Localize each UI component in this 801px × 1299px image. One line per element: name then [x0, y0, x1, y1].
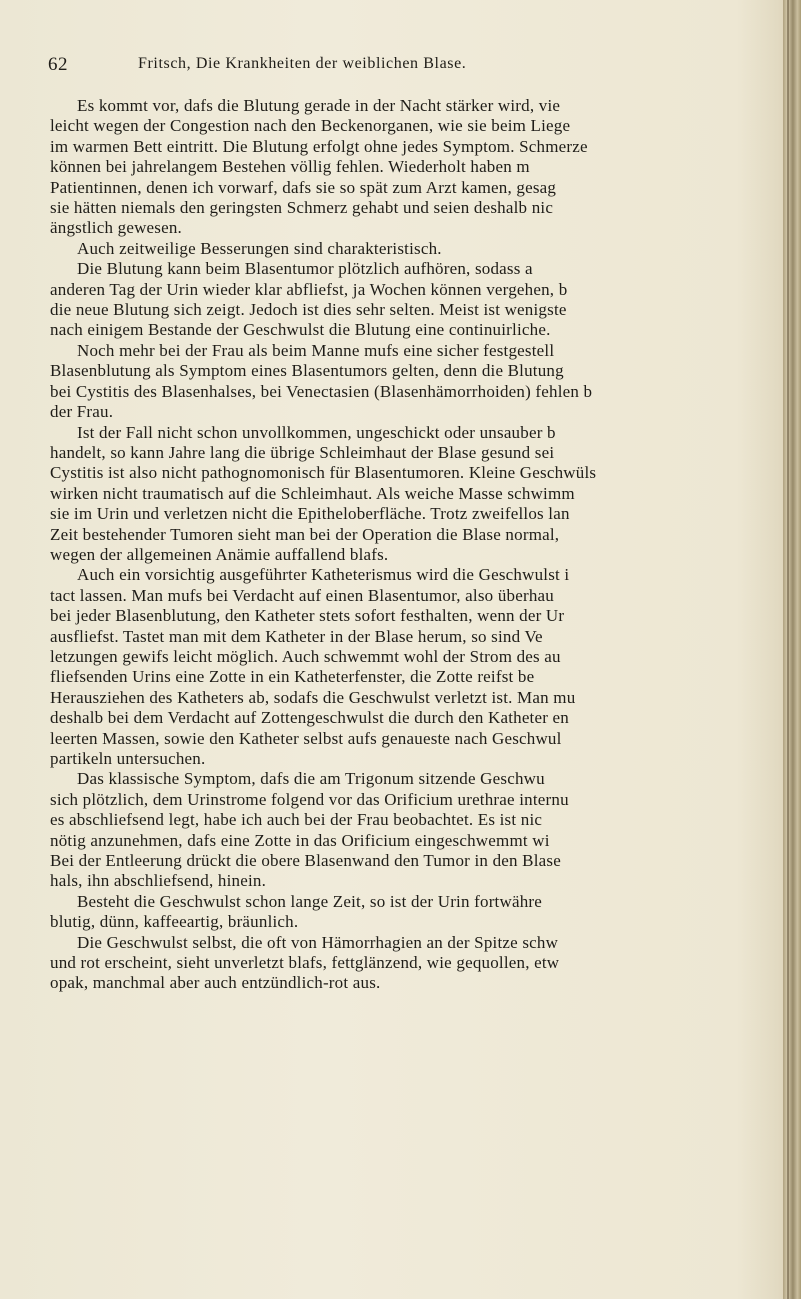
text-line: Herausziehen des Katheters ab, sodafs die Geschwulst verletzt ist. Man mu: [50, 687, 576, 707]
text-line: Bei der Entleerung drückt die obere Blasenwand den Tumor in den Blase: [50, 851, 561, 871]
text-line: leicht wegen der Congestion nach den Beckenorganen, wie sie beim Liege: [50, 116, 571, 136]
text-line: Ist der Fall nicht schon unvollkommen, ungeschickt oder unsauber b: [77, 422, 556, 442]
text-line: Die Blutung kann beim Blasentumor plötzlich aufhören, sodass a: [77, 259, 533, 279]
text-line: sie im Urin und verletzen nicht die Epitheloberfläche. Trotz zweifellos lan: [50, 504, 570, 524]
text-line: Auch ein vorsichtig ausgeführter Katheterismus wird die Geschwulst i: [77, 565, 570, 585]
text-line: ängstlich gewesen.: [50, 218, 183, 238]
book-gutter: [783, 0, 801, 1299]
text-line: im warmen Bett eintritt. Die Blutung erfolgt ohne jedes Symptom. Schmerze: [50, 136, 588, 156]
text-line: Patientinnen, denen ich vorwarf, dafs sie so spät zum Arzt kamen, gesag: [50, 177, 557, 197]
text-line: sie hätten niemals den geringsten Schmerz gehabt und seien deshalb nic: [50, 198, 554, 218]
text-line: wirken nicht traumatisch auf die Schleimhaut. Als weiche Masse schwimm: [50, 483, 575, 503]
text-line: Besteht die Geschwulst schon lange Zeit, so ist der Urin fortwähre: [77, 891, 543, 911]
text-line: es abschliefsend legt, habe ich auch bei der Frau beobachtet. Es ist nic: [50, 810, 543, 830]
running-head: Fritsch, Die Krankheiten der weiblichen Blase.: [138, 55, 467, 72]
text-line: nach einigem Bestande der Geschwulst die Blutung eine continuirliche.: [50, 320, 551, 340]
text-line: der Frau.: [50, 402, 114, 422]
text-line: bei jeder Blasenblutung, den Katheter stets sofort festhalten, wenn der Ur: [50, 606, 565, 626]
text-line: wegen der allgemeinen Anämie auffallend blafs.: [50, 544, 389, 564]
text-line: Cystitis ist also nicht pathognomonisch für Blasentumoren. Kleine Geschwüls: [50, 463, 597, 483]
text-line: bei Cystitis des Blasenhalses, bei Venectasien (Blasenhämorrhoiden) fehlen b: [50, 381, 593, 401]
text-line: anderen Tag der Urin wieder klar abfliefst, ja Wochen können vergehen, b: [50, 279, 568, 299]
text-line: können bei jahrelangem Bestehen völlig fehlen. Wiederholt haben m: [50, 157, 530, 177]
text-line: fliefsenden Urins eine Zotte in ein Katheterfenster, die Zotte reifst be: [50, 667, 535, 687]
text-line: Auch zeitweilige Besserungen sind charakteristisch.: [77, 238, 442, 258]
text-line: partikeln untersuchen.: [50, 749, 206, 768]
text-line: tact lassen. Man mufs bei Verdacht auf einen Blasentumor, also überhau: [50, 585, 554, 605]
text-line: nötig anzunehmen, dafs eine Zotte in das Orificium eingeschwemmt wi: [50, 830, 550, 850]
text-line: und rot erscheint, sieht unverletzt blafs, fettglänzend, wie gequollen, etw: [50, 953, 560, 973]
page-number: 62: [48, 54, 68, 75]
text-line: Es kommt vor, dafs die Blutung gerade in der Nacht stärker wird, vie: [77, 96, 561, 115]
body-text: [50, 96, 770, 1196]
page-header: [48, 54, 760, 78]
text-line: handelt, so kann Jahre lang die übrige Schleimhaut der Blase gesund sei: [50, 442, 555, 462]
text-line: letzungen gewifs leicht möglich. Auch schwemmt wohl der Strom des au: [50, 646, 561, 666]
text-line: deshalb bei dem Verdacht auf Zottengeschwulst die durch den Katheter en: [50, 708, 569, 728]
text-line: Das klassische Symptom, dafs die am Trigonum sitzende Geschwu: [77, 769, 545, 789]
text-line: Die Geschwulst selbst, die oft von Hämorrhagien an der Spitze schw: [77, 932, 559, 952]
text-line: die neue Blutung sich zeigt. Jedoch ist dies sehr selten. Meist ist wenigste: [50, 300, 567, 320]
gutter-shadow-line: [787, 0, 789, 1299]
text-line: Noch mehr bei der Frau als beim Manne mufs eine sicher festgestell: [77, 340, 555, 360]
text-line: ausfliefst. Tastet man mit dem Katheter in der Blase herum, so sind Ve: [50, 626, 543, 646]
text-line: leerten Massen, sowie den Katheter selbst aufs genaueste nach Geschwul: [50, 728, 562, 748]
text-line: Blasenblutung als Symptom eines Blasentumors gelten, denn die Blutung: [50, 361, 564, 381]
text-line: blutig, dünn, kaffeeartig, bräunlich.: [50, 912, 299, 932]
text-line: sich plötzlich, dem Urinstrome folgend vor das Orificium urethrae internu: [50, 789, 569, 809]
text-line: opak, manchmal aber auch entzündlich-rot aus.: [50, 973, 381, 993]
text-line: hals, ihn abschliefsend, hinein.: [50, 871, 267, 891]
text-line: Zeit bestehender Tumoren sieht man bei der Operation die Blase normal,: [50, 524, 560, 544]
